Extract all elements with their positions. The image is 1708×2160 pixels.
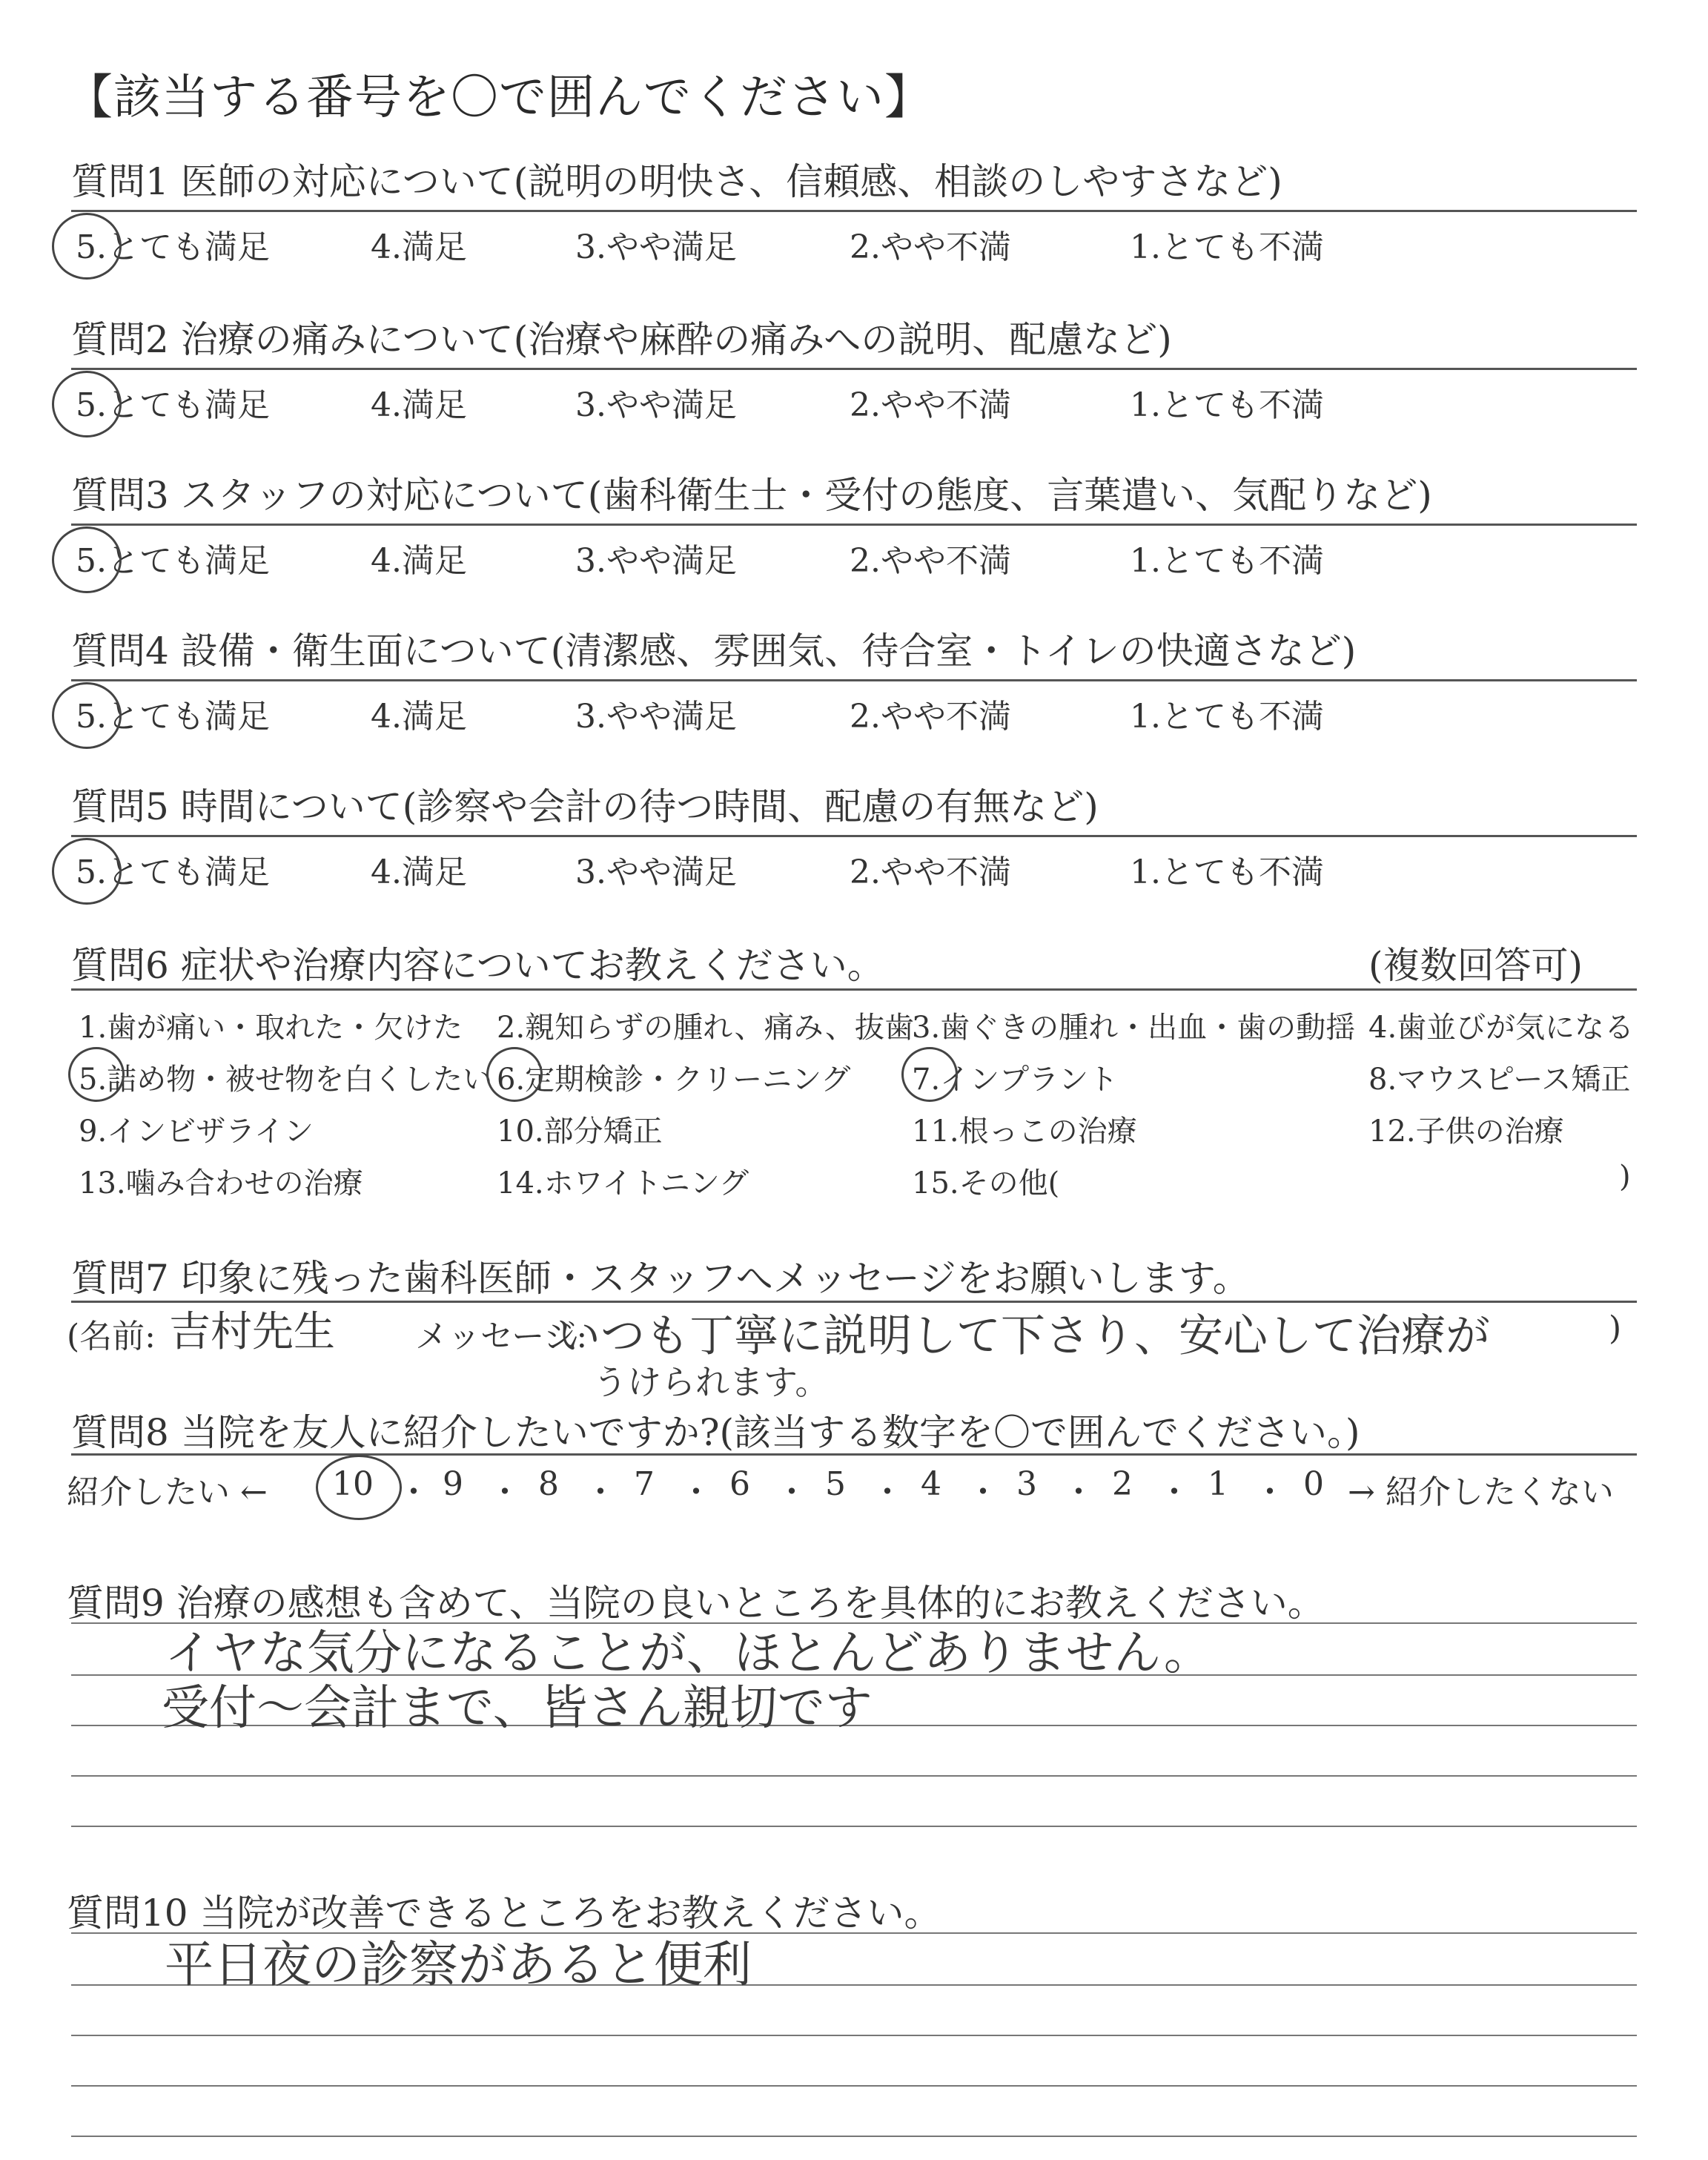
q6-selection-circle-7 (901, 1047, 958, 1102)
q5-selection-circle (52, 838, 122, 905)
q8-left-label: 紹介したい ← (67, 1473, 268, 1511)
q1-title: 質問1 医師の対応について(説明の明快さ、信頼感、相談のしやすさなど) (71, 160, 1282, 203)
q1-option-3[interactable]: 3.やや満足 (575, 228, 737, 266)
q8-scale-8[interactable]: 8 (538, 1465, 559, 1503)
q9-title: 質問9 治療の感想も含めて、当院の良いところを具体的にお教えください。 (67, 1582, 1325, 1625)
q5-option-1[interactable]: 1.とても不満 (1130, 853, 1324, 891)
q5-option-2[interactable]: 2.やや不満 (850, 853, 1011, 891)
q8-scale-10[interactable]: 10 (332, 1465, 374, 1503)
q8-scale-9[interactable]: 9 (443, 1465, 463, 1503)
q8-scale-dot: ・ (967, 1473, 999, 1511)
q4-option-1[interactable]: 1.とても不満 (1130, 698, 1324, 736)
q3-title: 質問3 スタッフの対応について(歯科衛生士・受付の態度、言葉遣い、気配りなど) (71, 474, 1432, 517)
q2-option-5[interactable]: 5.とても満足 (76, 386, 270, 424)
q7-message-line1[interactable]: いつも丁寧に説明して下さり、安心して治療が (556, 1310, 1490, 1362)
q7-name-value[interactable]: 吉村先生 (169, 1308, 335, 1356)
q5-option-5[interactable]: 5.とても満足 (76, 853, 270, 891)
q8-scale-dot: ・ (1158, 1473, 1191, 1511)
q2-option-3[interactable]: 3.やや満足 (575, 386, 737, 424)
q4-rule (71, 679, 1637, 681)
q3-option-4[interactable]: 4.満足 (371, 542, 467, 580)
q4-selection-circle (52, 682, 122, 749)
q9-line-5 (71, 1826, 1637, 1827)
q2-option-1[interactable]: 1.とても不満 (1130, 386, 1324, 424)
q6-option-11[interactable]: 11.根っこの治療 (912, 1114, 1137, 1149)
q3-option-1[interactable]: 1.とても不満 (1130, 542, 1324, 580)
q6-selection-circle-6 (486, 1047, 543, 1102)
q8-scale-dot: ・ (1254, 1473, 1286, 1511)
q3-option-2[interactable]: 2.やや不満 (850, 542, 1011, 580)
q1-rule (71, 210, 1637, 212)
q7-close-paren: ) (1609, 1309, 1622, 1347)
q8-scale-dot: ・ (871, 1473, 904, 1511)
q8-scale-dot: ・ (680, 1473, 712, 1511)
q5-option-4[interactable]: 4.満足 (371, 853, 467, 891)
q2-option-4[interactable]: 4.満足 (371, 386, 467, 424)
q1-option-5[interactable]: 5.とても満足 (76, 228, 270, 266)
q9-answer-line1[interactable]: イヤな気分になることが、ほとんどありません。 (165, 1626, 1211, 1681)
q6-option-5[interactable]: 5.詰め物・被せ物を白くしたい (79, 1063, 493, 1097)
q8-scale-dot: ・ (584, 1473, 617, 1511)
q7-message-label: メッセージ: (415, 1318, 588, 1355)
q6-selection-circle-5 (68, 1047, 125, 1102)
q4-option-2[interactable]: 2.やや不満 (850, 698, 1011, 736)
q8-scale-5[interactable]: 5 (825, 1465, 846, 1503)
q6-option-10[interactable]: 10.部分矯正 (497, 1114, 663, 1149)
q10-line-4 (71, 2085, 1637, 2087)
q6-option-14[interactable]: 14.ホワイトニング (497, 1166, 749, 1200)
q6-option-7[interactable]: 7.インプラント (912, 1063, 1119, 1097)
q8-scale-dot: ・ (1062, 1473, 1095, 1511)
q6-option-4[interactable]: 4.歯並びが気になる (1368, 1011, 1635, 1045)
q9-line-4 (71, 1775, 1637, 1777)
q6-note: (複数回答可) (1368, 944, 1583, 987)
q5-rule (71, 835, 1637, 837)
q6-rule (71, 988, 1637, 991)
q4-option-4[interactable]: 4.満足 (371, 698, 467, 736)
q8-scale-7[interactable]: 7 (634, 1465, 655, 1503)
q6-title: 質問6 症状や治療内容についてお教えください。 (71, 944, 884, 987)
form-header: 【該当する番号を〇で囲んでください】 (65, 70, 933, 125)
q6-other-close-paren: ) (1619, 1160, 1631, 1194)
q4-title: 質問4 設備・衛生面について(清潔感、雰囲気、待合室・トイレの快適さなど) (71, 630, 1357, 673)
q6-option-15[interactable]: 15.その他( (912, 1166, 1060, 1200)
q9-answer-line2[interactable]: 受付〜会計まで、皆さん親切です (162, 1681, 873, 1736)
q8-title: 質問8 当院を友人に紹介したいですか?(該当する数字を〇で囲んでください。) (71, 1411, 1360, 1454)
q5-title: 質問5 時間について(診察や会計の待つ時間、配慮の有無など) (71, 785, 1099, 828)
q3-option-3[interactable]: 3.やや満足 (575, 542, 737, 580)
q2-rule (71, 368, 1637, 370)
q6-option-8[interactable]: 8.マウスピース矯正 (1368, 1063, 1631, 1097)
q6-option-6[interactable]: 6.定期検診・クリーニング (497, 1063, 851, 1097)
q10-answer-line1[interactable]: 平日夜の診察があると便利 (165, 1936, 752, 1993)
q8-scale-4[interactable]: 4 (921, 1465, 941, 1503)
q8-scale-dot: ・ (775, 1473, 808, 1511)
q8-rule (71, 1453, 1637, 1456)
q10-line-3 (71, 2035, 1637, 2036)
q10-title: 質問10 当院が改善できるところをお教えください。 (67, 1892, 941, 1935)
q7-title: 質問7 印象に残った歯科医師・スタッフへメッセージをお願いします。 (71, 1257, 1250, 1300)
q8-scale-0[interactable]: 0 (1303, 1465, 1324, 1503)
q8-right-label: → 紹介したくない (1348, 1473, 1614, 1511)
q8-scale-dot: ・ (489, 1473, 521, 1511)
q7-name-label: (名前: (67, 1318, 156, 1355)
q5-option-3[interactable]: 3.やや満足 (575, 853, 737, 891)
q1-option-1[interactable]: 1.とても不満 (1130, 228, 1324, 266)
q8-scale-2[interactable]: 2 (1112, 1465, 1133, 1503)
q2-title: 質問2 治療の痛みについて(治療や麻酔の痛みへの説明、配慮など) (71, 318, 1172, 361)
q2-option-2[interactable]: 2.やや不満 (850, 386, 1011, 424)
q6-option-2[interactable]: 2.親知らずの腫れ、痛み、抜歯 (497, 1011, 914, 1045)
q8-scale-6[interactable]: 6 (729, 1465, 750, 1503)
q1-selection-circle (52, 213, 122, 280)
q6-option-9[interactable]: 9.インビザライン (79, 1114, 314, 1149)
q10-line-5 (71, 2136, 1637, 2137)
q6-option-1[interactable]: 1.歯が痛い・取れた・欠けた (79, 1011, 463, 1045)
q4-option-5[interactable]: 5.とても満足 (76, 698, 270, 736)
q3-rule (71, 524, 1637, 526)
q2-selection-circle (52, 371, 122, 437)
q1-option-4[interactable]: 4.満足 (371, 228, 467, 266)
q8-selection-circle (316, 1455, 402, 1520)
q4-option-3[interactable]: 3.やや満足 (575, 698, 737, 736)
q3-selection-circle (52, 526, 122, 593)
q7-message-line2[interactable]: うけられます。 (593, 1362, 830, 1402)
q6-option-3[interactable]: 3.歯ぐきの腫れ・出血・歯の動揺 (912, 1011, 1356, 1045)
q8-scale-dot: ・ (397, 1473, 430, 1511)
q3-option-5[interactable]: 5.とても満足 (76, 542, 270, 580)
q1-option-2[interactable]: 2.やや不満 (850, 228, 1011, 266)
q6-option-12[interactable]: 12.子供の治療 (1368, 1114, 1564, 1149)
q6-option-13[interactable]: 13.噛み合わせの治療 (79, 1166, 363, 1200)
q8-scale-3[interactable]: 3 (1016, 1465, 1037, 1503)
q8-scale-1[interactable]: 1 (1208, 1465, 1228, 1503)
